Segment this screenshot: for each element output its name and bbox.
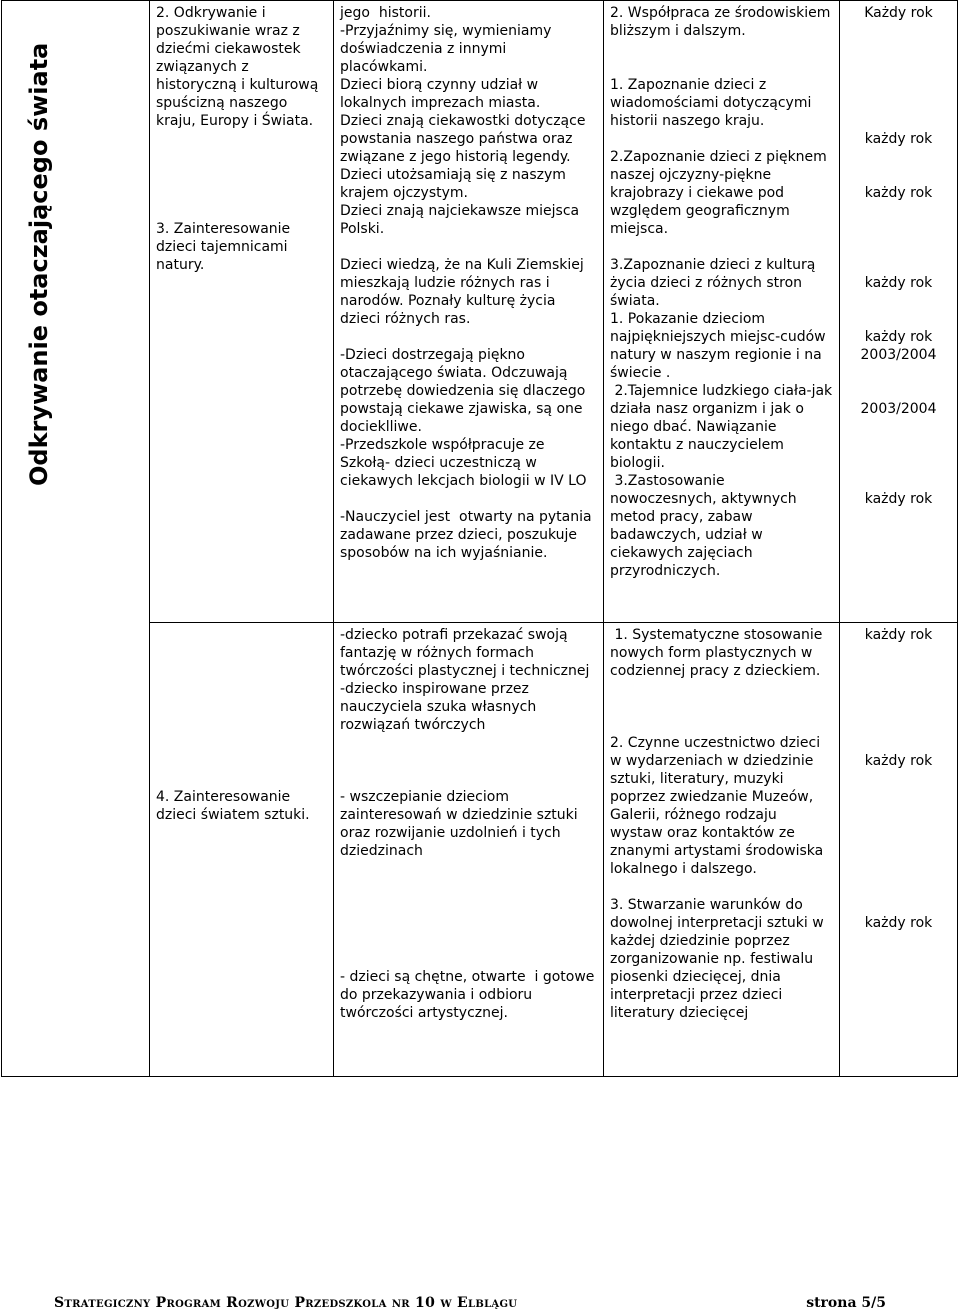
tasks-text: 2. Współpraca ze środowiskiem bliższym i dalszym. 1. Zapoznanie dzieci z wiadomościami dotyczącymi historii naszego kraju. 2.Zapoznanie dzieci z pięknem naszej ojczyzny-piękne krajobrazy i ciekawe pod względem geograficznym miejsca. 3.Zapoznanie dzieci z kulturą życia dzieci z różnych stron świata. 1. Pokazanie dzieciom najpiękniejszych miejsc-cudów natury w naszym regionie i na świecie . 2.Tajemnice ludzkiego ciała-jak działa nasz organizm i jak o niego dbać. Nawiązanie kontaktu z nauczycielem biologii. 3.Zastosowanie nowoczesnych, aktywnych metod pracy, zabaw badawczych, udział w ciekawych zajęciach przyrodniczych.: [610, 5, 833, 579]
outcomes-cell: [334, 623, 604, 1077]
years-text: każdy rok każdy rok każdy rok: [864, 627, 933, 931]
tasks-text: 1. Systematyczne stosowanie nowych form plastycznych w codziennej pracy z dzieckiem. 2. Czynne uczestnictwo dzieci w wydarzeniach w dziedzinie sztuki, literatury, muzyki poprzez zwiedzanie Muzeów, Galerii, różnego rodzaju wystaw oraz kontaktów ze znanymi artystami środowiska lokalnego i dalszego. 3. Stwarzanie warunków do dowolnej interpretacji sztuki w każdej dziedzinie poprzez zorganizowanie np. festiwalu piosenki dziecięcej, dnia interpretacji przez dzieci literatury dziecięcej: [610, 627, 824, 1021]
years-cell: [840, 1, 958, 623]
area-cell: [150, 623, 334, 1077]
outcomes-cell: [334, 1, 604, 623]
area-text: 2. Odkrywanie i poszukiwanie wraz z dziećmi ciekawostek związanych z historyczną i kulturową spuścizną naszego kraju, Europy i Świata. 3. Zainteresowanie dzieci tajemnicami natury.: [156, 5, 319, 273]
section-title-cell: [2, 1, 150, 1077]
years-text: Każdy rok każdy rok każdy rok każdy rok każdy rok 2003/2004 2003/2004 każdy rok: [860, 5, 937, 507]
section-title: Odkrywanie otaczającego świata: [25, 42, 53, 486]
years-cell: [840, 623, 958, 1077]
outcomes-text: -dziecko potrafi przekazać swoją fantazję w różnych formach twórczości plastycznej i technicznej -dziecko inspirowane przez nauczyciela szuka własnych rozwiązań twórczych - wszczepianie dzieciom zainteresowań w dziedzinie sztuki oraz rozwijanie uzdolnień i tych dziedzinach - dzieci są chętne, otwarte i gotowe do przekazywania i odbioru twórczości artystycznej.: [340, 627, 595, 1021]
program-title: Strategiczny Program Rozwoju Przedszkola nr 10 w Elblągu: [54, 1295, 518, 1311]
tasks-cell: [604, 1, 840, 623]
page-footer: [54, 1295, 886, 1315]
tasks-cell: [604, 623, 840, 1077]
area-cell: [150, 1, 334, 623]
outcomes-text: jego historii. -Przyjaźnimy się, wymieniamy doświadczenia z innymi placówkami. Dzieci biorą czynny udział w lokalnych imprezach miasta. Dzieci znają ciekawostki dotyczące powstania naszego państwa oraz związane z jego historią legendy. Dzieci utożsamiają się z naszym krajem ojczystym. Dzieci znają najciekawsze miejsca Polski. Dzieci wiedzą, że na Kuli Ziemskiej mieszkają ludzie różnych ras i narodów. Poznały kulturę życia dzieci różnych ras. -Dzieci dostrzegają piękno otaczającego świata. Odczuwają potrzebę dowiedzenia się dlaczego powstają ciekawe zjawiska, są one docieklliwe. -Przedszkole współpracuje ze Szkołą- dzieci uczestniczą w ciekawych lekcjach biologii w IV LO -Nauczyciel jest otwarty na pytania zadawane przez dzieci, poszukuje sposobów na ich wyjaśnianie.: [340, 5, 592, 561]
table-row: [2, 1, 958, 623]
page-number: strona 5/5: [806, 1295, 886, 1311]
program-table: [1, 0, 958, 1077]
area-text: 4. Zainteresowanie dzieci światem sztuki.: [156, 789, 310, 823]
